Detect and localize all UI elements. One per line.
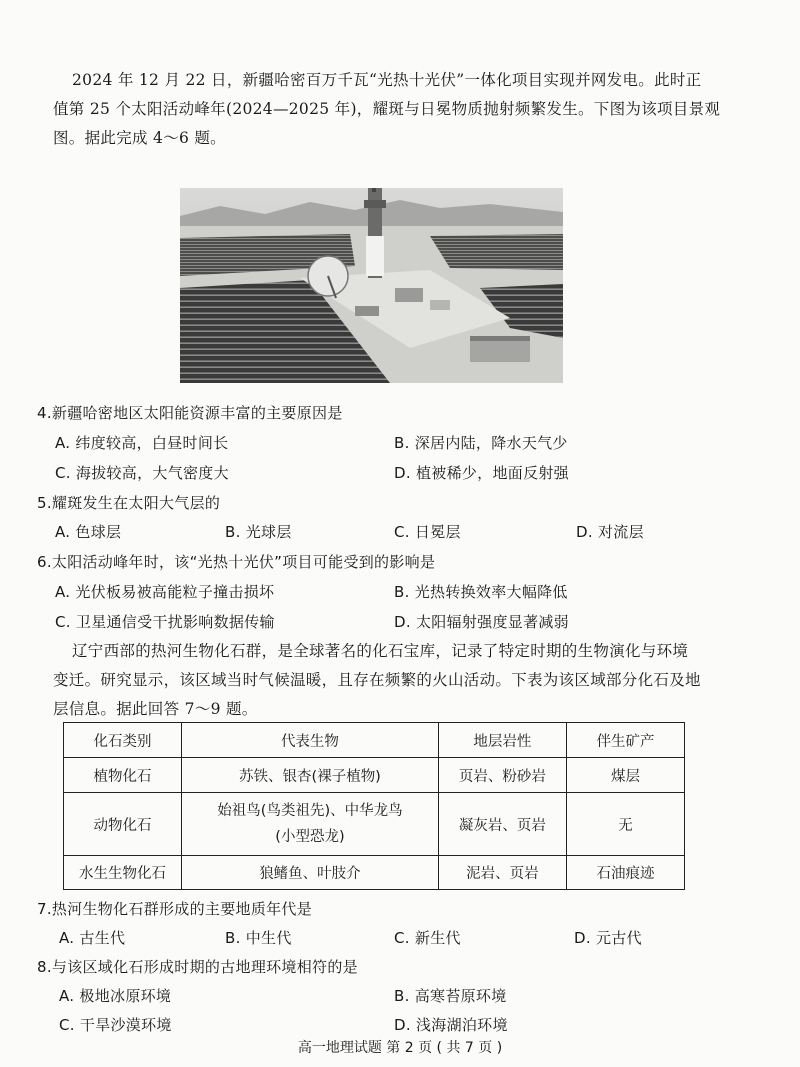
- q5-stem: 5.耀斑发生在太阳大气层的: [37, 494, 221, 512]
- q8-option-a[interactable]: A. 极地冰原环境: [59, 987, 172, 1005]
- table-cell: 无: [566, 793, 684, 856]
- table-cell: 苏铁、银杏(裸子植物): [182, 758, 439, 793]
- q5-option-b[interactable]: B. 光球层: [225, 523, 292, 541]
- fossil-table: [63, 722, 685, 890]
- table-cell: 页岩、粉砂岩: [438, 758, 566, 793]
- q5-option-c[interactable]: C. 日冕层: [394, 523, 461, 541]
- q7-option-b[interactable]: B. 中生代: [225, 929, 292, 947]
- q4-option-c[interactable]: C. 海拔较高，大气密度大: [55, 464, 229, 482]
- intro2-line2: 变迁。研究显示，该区域当时气候温暖，且存在频繁的火山活动。下表为该区域部分化石及地: [53, 671, 701, 689]
- q8-stem: 8.与该区域化石形成时期的古地理环境相符的是: [37, 958, 358, 976]
- q7-option-c[interactable]: C. 新生代: [394, 929, 461, 947]
- table-header-cell: 地层岩性: [438, 723, 566, 758]
- intro2-line3: 层信息。据此回答 7～9 题。: [53, 700, 258, 718]
- table-cell: 狼鳍鱼、叶肢介: [182, 856, 439, 890]
- intro1-line1: 2024 年 12 月 22 日，新疆哈密百万千瓦“光热十光伏”一体化项目实现并网发电。此时正: [72, 71, 702, 89]
- q8-option-d[interactable]: D. 浅海湖泊环境: [394, 1016, 508, 1034]
- q7-stem: 7.热河生物化石群形成的主要地质年代是: [37, 900, 313, 918]
- table-cell: 凝灰岩、页岩: [438, 793, 566, 856]
- table-cell: 植物化石: [64, 758, 182, 793]
- table-row: [64, 856, 685, 890]
- table-cell: 始祖鸟(鸟类祖先)、中华龙鸟 (小型恐龙): [182, 793, 439, 856]
- table-row: [64, 758, 685, 793]
- q5-option-a[interactable]: A. 色球层: [55, 523, 122, 541]
- q6-option-b[interactable]: B. 光热转换效率大幅降低: [394, 583, 568, 601]
- table-header-cell: 化石类别: [64, 723, 182, 758]
- q5-option-d[interactable]: D. 对流层: [576, 523, 644, 541]
- table-header-cell: 代表生物: [182, 723, 439, 758]
- table-header-cell: 伴生矿产: [566, 723, 684, 758]
- intro2-line1: 辽宁西部的热河生物化石群，是全球著名的化石宝库，记录了特定时期的生物演化与环境: [72, 642, 689, 660]
- intro1-line3: 图。据此完成 4～6 题。: [53, 129, 226, 147]
- intro1-line2: 值第 25 个太阳活动峰年(2024—2025 年)，耀斑与日冕物质抛射频繁发生。下图为该项目景观: [53, 100, 721, 118]
- q4-option-d[interactable]: D. 植被稀少，地面反射强: [394, 464, 569, 482]
- q7-option-a[interactable]: A. 古生代: [59, 929, 126, 947]
- table-header-row: [64, 723, 685, 758]
- q6-option-d[interactable]: D. 太阳辐射强度显著减弱: [394, 613, 569, 631]
- table-cell: 煤层: [566, 758, 684, 793]
- table-cell: 泥岩、页岩: [438, 856, 566, 890]
- q6-option-c[interactable]: C. 卫星通信受干扰影响数据传输: [55, 613, 275, 631]
- table-cell: 动物化石: [64, 793, 182, 856]
- table-cell: 水生生物化石: [64, 856, 182, 890]
- page-footer: 高一地理试题 第 2 页 ( 共 7 页 ): [297, 1040, 503, 1056]
- solar-plant-photo: [180, 188, 563, 383]
- q8-option-b[interactable]: B. 高寒苔原环境: [394, 987, 507, 1005]
- q4-option-b[interactable]: B. 深居内陆，降水天气少: [394, 434, 568, 452]
- q4-option-a[interactable]: A. 纬度较高，白昼时间长: [55, 434, 229, 452]
- table-row: [64, 793, 685, 856]
- q7-option-d[interactable]: D. 元古代: [574, 929, 642, 947]
- q8-option-c[interactable]: C. 干旱沙漠环境: [59, 1016, 172, 1034]
- table-cell: 石油痕迹: [566, 856, 684, 890]
- q6-stem: 6.太阳活动峰年时，该“光热十光伏”项目可能受到的影响是: [37, 553, 436, 571]
- q4-stem: 4.新疆哈密地区太阳能资源丰富的主要原因是: [37, 404, 343, 422]
- q6-option-a[interactable]: A. 光伏板易被高能粒子撞击损坏: [55, 583, 275, 601]
